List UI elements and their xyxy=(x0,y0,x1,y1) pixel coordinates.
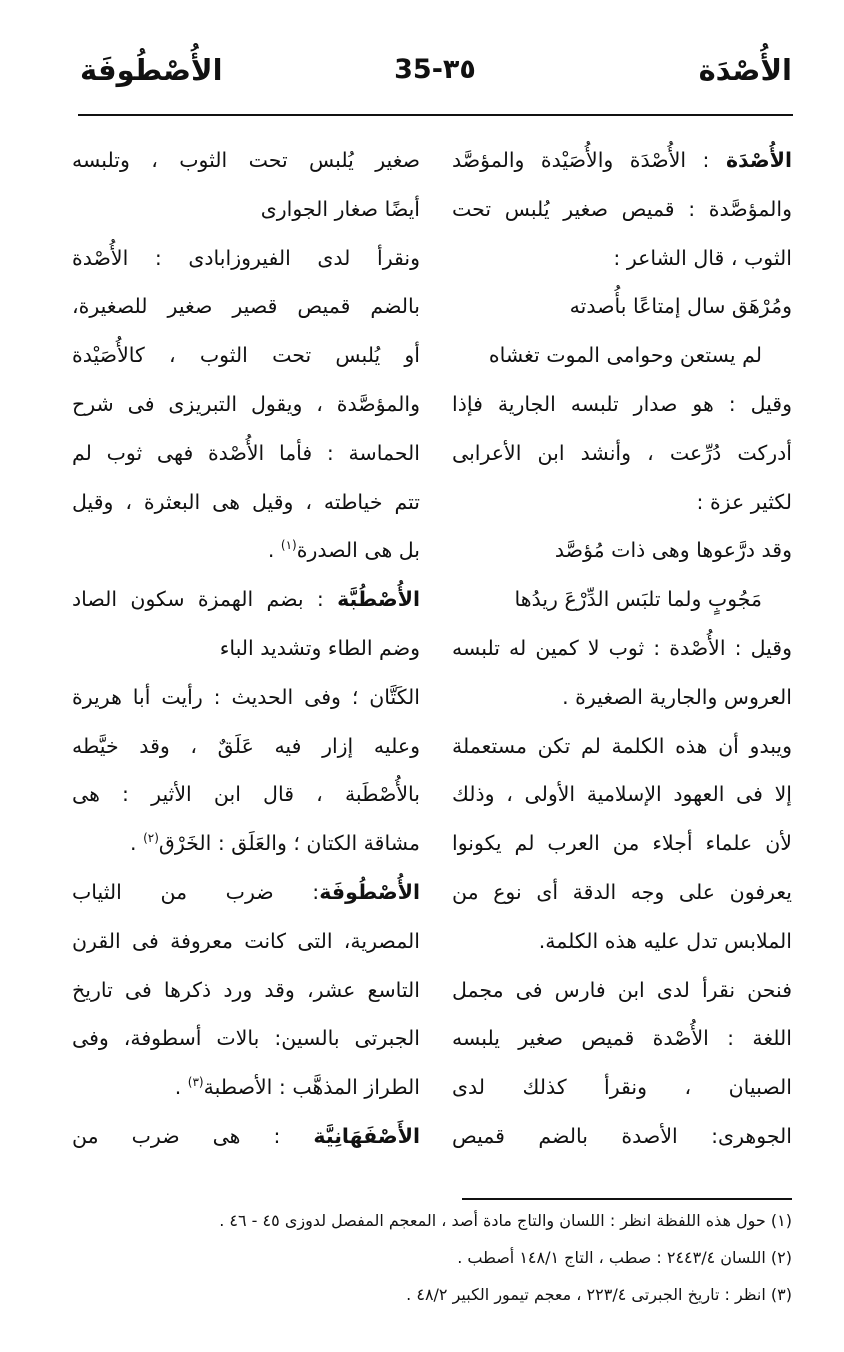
text-line xyxy=(452,819,792,868)
text-line xyxy=(72,185,420,234)
headword: الأُصْدَة xyxy=(725,148,792,172)
text-line xyxy=(452,673,792,722)
headword: الأُصْطُوفَة xyxy=(319,879,420,904)
line-text: العروس والجارية الصغيرة . xyxy=(562,684,792,709)
text-line xyxy=(452,917,792,966)
footnote-1: (١) حول هذه اللفظة انظر : اللسان والتاج مادة أصد ، المعجم المفصل لدوزى ٤٥ - ٤٦ . xyxy=(219,1211,792,1230)
line-text: بالأُصْطَبة ، قال ابن الأثير : هى xyxy=(72,782,420,807)
line-text: تتم خياطته ، وقيل هى البعثرة ، وقيل xyxy=(72,489,420,514)
text-line xyxy=(72,624,420,673)
line-text: وقيل : هو صدار تلبسه الجارية فإذا xyxy=(452,391,792,416)
text-line xyxy=(72,819,420,868)
verse-line xyxy=(452,331,792,380)
line-text: . xyxy=(130,831,144,856)
footnote-marker: (٢) xyxy=(143,831,159,846)
text-line xyxy=(72,331,420,380)
text-line xyxy=(72,917,420,966)
text-line xyxy=(452,380,792,429)
line-text: الطراز المذهَّب : الأصطبة xyxy=(203,1075,420,1100)
text-line xyxy=(72,234,420,283)
text-line xyxy=(72,1063,420,1112)
text-line xyxy=(452,234,792,283)
line-text: وضم الطاء وتشديد الباء xyxy=(219,635,420,660)
text-line xyxy=(72,429,420,478)
text-line xyxy=(452,868,792,917)
text-line xyxy=(72,673,420,722)
text-line xyxy=(72,1014,420,1063)
line-text: : هى ضرب من xyxy=(72,1123,314,1148)
line-text: أدركت دُرِّعت ، وأنشد ابن الأعرابى xyxy=(452,440,792,465)
text-line xyxy=(452,770,792,819)
line-text: فنحن نقرأ لدى ابن فارس فى مجمل xyxy=(452,977,792,1002)
line-text: بالضم قميص قصير صغير للصغيرة، xyxy=(72,294,420,319)
page-number: 35-٣٥ xyxy=(394,54,476,85)
text-line xyxy=(452,185,792,234)
footnote-marker: (١) xyxy=(280,538,297,553)
text-line xyxy=(72,136,420,185)
text-line xyxy=(452,1112,792,1161)
footnote-2: (٢) اللسان ٢٤٤٣/٤ : صطب ، التاج ١٤٨/١ أصطب . xyxy=(457,1248,792,1267)
line-text: لكثير عزة : xyxy=(696,489,792,514)
text-line xyxy=(452,429,792,478)
line-text: المصرية، التى كانت معروفة فى القرن xyxy=(72,928,420,953)
line-text: الحماسة : فأما الأُصْدة فهى ثوب لم xyxy=(72,440,420,465)
line-text: ومُرْهَق سال إمتاعًا بأُصدته xyxy=(569,294,792,319)
text-line xyxy=(452,966,792,1015)
left-column xyxy=(72,136,420,1161)
text-line xyxy=(72,526,420,575)
text-line xyxy=(72,868,420,917)
footnote-marker: (٣) xyxy=(187,1075,204,1090)
line-text: بل هى الصدرة xyxy=(296,538,420,563)
line-text: الثوب ، قال الشاعر : xyxy=(613,245,792,270)
text-line xyxy=(72,575,420,624)
line-text: . xyxy=(174,1075,188,1100)
line-text: صغير يُلبس تحت الثوب ، وتلبسه xyxy=(72,148,420,172)
line-text: . xyxy=(267,538,281,563)
text-line xyxy=(452,136,792,185)
text-line xyxy=(72,282,420,331)
line-text: الصبيان ، ونقرأ كذلك لدى xyxy=(452,1075,792,1100)
header-rule xyxy=(78,114,793,116)
line-text: إلا فى العهود الإسلامية الأولى ، وذلك xyxy=(452,782,792,807)
footnote-rule xyxy=(462,1198,792,1200)
line-text: مشاقة الكتان ؛ والعَلَق : الخَرْق xyxy=(158,831,420,856)
line-text: وعليه إزار فيه عَلَقٌ ، وقد خيَّطه xyxy=(72,733,420,758)
line-text: الكَتَّان ؛ وفى الحديث : رأيت أبا هريرة xyxy=(72,684,420,709)
line-text: الملابس تدل عليه هذه الكلمة. xyxy=(538,928,792,953)
line-text: الجوهرى: الأصدة بالضم قميص xyxy=(452,1123,792,1148)
headword: الأُصْطُبَّة xyxy=(337,587,420,612)
line-text: ويبدو أن هذه الكلمة لم تكن مستعملة xyxy=(452,733,792,758)
line-text: : ضرب من الثياب xyxy=(72,879,320,904)
text-line xyxy=(72,478,420,527)
line-text: والمؤصَّدة : قميص صغير يُلبس تحت xyxy=(452,196,792,221)
text-line xyxy=(72,1112,420,1161)
verse-line xyxy=(452,526,792,575)
running-head-right: الأُصْدَة xyxy=(698,53,792,87)
running-head-left: الأُصْطُوفَة xyxy=(80,53,223,87)
line-text: ونقرأ لدى الفيروزابادى : الأُصْدة xyxy=(72,245,420,270)
text-line xyxy=(452,1014,792,1063)
text-line xyxy=(452,624,792,673)
text-line xyxy=(72,770,420,819)
verse-line xyxy=(452,282,792,331)
line-text: الجبرتى بالسين: بالات أسطوفة، وفى xyxy=(72,1026,420,1051)
right-column xyxy=(452,136,792,1161)
verse-line xyxy=(452,575,792,624)
line-text: لم يستعن وحوامى الموت تغشاه xyxy=(488,343,762,368)
text-line xyxy=(452,722,792,771)
line-text: وقد درَّعوها وهى ذات مُؤصَّد xyxy=(554,538,792,563)
line-text: أو يُلبس تحت الثوب ، كالأُصَيْدة xyxy=(72,343,420,368)
line-text: وقيل : الأُصْدة : ثوب لا كمين له تلبسه xyxy=(452,635,792,660)
line-text: يعرفون على وجه الدقة أى نوع من xyxy=(452,879,792,904)
text-line xyxy=(72,722,420,771)
text-line xyxy=(72,966,420,1015)
line-text: التاسع عشر، وقد ورد ذكرها فى تاريخ xyxy=(72,977,420,1002)
line-text: : بضم الهمزة سكون الصاد xyxy=(72,587,338,612)
line-text: والمؤصَّدة ، ويقول التبريزى فى شرح xyxy=(72,391,420,416)
text-line xyxy=(452,1063,792,1112)
line-text: أيضًا صغار الجوارى xyxy=(260,196,420,221)
line-text: اللغة : الأُصْدة قميص صغير يلبسه xyxy=(452,1026,792,1051)
line-text: لأن علماء أجلاء من العرب لم يكونوا xyxy=(452,831,792,856)
text-line xyxy=(72,380,420,429)
line-text: مَجُوبٍ ولما تلبَس الدِّرْعَ ريدُها xyxy=(514,587,762,612)
text-line xyxy=(452,478,792,527)
footnote-3: (٣) انظر : تاريخ الجبرتى ٢٢٣/٤ ، معجم تيمور الكبير ٤٨/٢ . xyxy=(406,1285,792,1304)
headword: الأَصْفَهَانِيَّة xyxy=(313,1123,420,1148)
line-text: : الأُصْدَة والأُصَيْدة والمؤصَّد xyxy=(452,148,726,172)
